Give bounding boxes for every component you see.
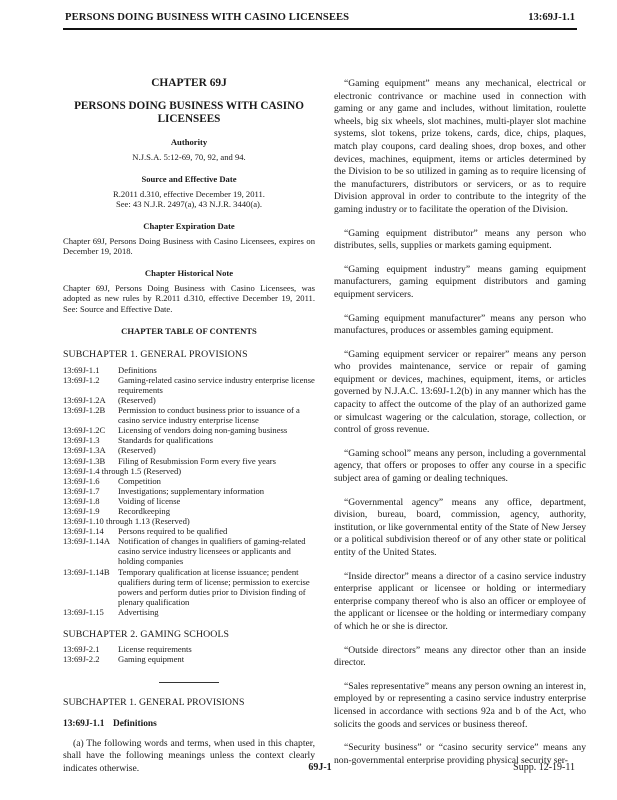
left-column bbox=[63, 78, 315, 775]
toc-entry bbox=[63, 506, 315, 516]
toc-entry-number: 13:69J-1.3B bbox=[63, 455, 106, 466]
toc-entry-number: 13:69J-1.3 bbox=[63, 435, 100, 446]
definition-paragraph: “Gaming equipment distributor” means any person who distributes, sells, supplies or markets gaming equipment. bbox=[334, 227, 586, 252]
toc-list bbox=[63, 644, 315, 664]
definition-paragraph: “Gaming equipment manufacturer” means any person who manufactures, produces or assembles gaming equipment. bbox=[334, 312, 586, 337]
page-number: 69J-1 bbox=[308, 762, 332, 773]
toc-entry-title: Standards for qualifications bbox=[118, 435, 213, 446]
section-title: Definitions bbox=[113, 718, 157, 729]
toc-entry bbox=[63, 365, 315, 375]
definition-paragraph: “Security business” or “casino security service” means any non-governmental enterprise providing physical security ser- bbox=[334, 742, 586, 766]
toc-entry bbox=[63, 375, 315, 395]
chapter-label: CHAPTER 69J bbox=[151, 77, 227, 89]
toc-entry-title: Filing of Resubmission Form every five years bbox=[118, 455, 277, 466]
toc-entry-title: Recordkeeping bbox=[118, 505, 171, 516]
toc-entry bbox=[63, 607, 315, 617]
definition-paragraph: “Gaming equipment industry” means gaming equipment manufacturers, gaming equipment distributors and gaming equipment servicers. bbox=[334, 263, 586, 300]
chapter-name: PERSONS DOING BUSINESS WITH CASINO LICENSEES bbox=[74, 100, 304, 126]
toc-entry-title: (Reserved) bbox=[118, 445, 156, 456]
toc-subchapter-1: SUBCHAPTER 1. GENERAL PROVISIONS bbox=[63, 349, 248, 361]
toc-entry-number: 13:69J-1.14 bbox=[63, 526, 104, 537]
toc-entry-title: Temporary qualification at license issuance; pendent qualifiers during term of license; permission to exercise powers and perform duties prior to Division finding of plenary qualification bbox=[118, 566, 310, 607]
toc-entry-title: Competition bbox=[118, 475, 161, 486]
toc-entry-number: 13:69J-1.14B bbox=[63, 566, 110, 577]
authority-heading: Authority bbox=[170, 137, 208, 148]
toc-entry-number: 13:69J-1.6 bbox=[63, 475, 100, 486]
toc-entry bbox=[63, 445, 315, 455]
expiration-heading: Chapter Expiration Date bbox=[143, 220, 235, 231]
toc-list bbox=[63, 365, 315, 617]
toc-entry-number: 13:69J-1.7 bbox=[63, 485, 100, 496]
toc-subchapter-2: SUBCHAPTER 2. GAMING SCHOOLS bbox=[63, 629, 230, 641]
toc-entry bbox=[63, 536, 315, 566]
toc-entry-number: 13:69J-1.14A bbox=[63, 536, 111, 547]
header-title: PERSONS DOING BUSINESS WITH CASINO LICENSEES bbox=[65, 12, 350, 23]
source-line-1: R.2011 d.310, effective December 19, 2011. bbox=[113, 189, 265, 200]
toc-entry-title: (Reserved) bbox=[118, 394, 156, 405]
toc-entry-title: Permission to conduct business prior to issuance of a casino service industry enterprise license bbox=[118, 405, 300, 426]
toc-entry bbox=[63, 405, 315, 425]
toc-entry bbox=[63, 526, 315, 536]
source-heading: Source and Effective Date bbox=[141, 173, 237, 184]
subchapter-heading: SUBCHAPTER 1. GENERAL PROVISIONS bbox=[63, 697, 245, 709]
toc-heading: CHAPTER TABLE OF CONTENTS bbox=[121, 326, 257, 337]
toc-entry-title: Investigations; supplementary information bbox=[118, 485, 265, 496]
historical-text: Chapter 69J, Persons Doing Business with Casino Licensees, was adopted as new rules by R.2011 d.310, effective December 19, 2011. See: Source and Effective Date. bbox=[63, 283, 315, 314]
toc-entry-title: Gaming-related casino service industry enterprise license requirements bbox=[118, 374, 315, 395]
toc-entry bbox=[63, 435, 315, 445]
toc-entry-number: 13:69J-1.2C bbox=[63, 425, 106, 436]
toc-entry bbox=[63, 476, 315, 486]
expiration-text: Chapter 69J, Persons Doing Business with Casino Licensees, expires on December 19, 2018. bbox=[63, 236, 315, 257]
authority-text: N.J.S.A. 5:12-69, 70, 92, and 94. bbox=[132, 152, 246, 163]
toc-entry bbox=[63, 654, 315, 664]
header-citation: 13:69J-1.1 bbox=[528, 12, 575, 23]
toc-entry-number: 13:69J-1.9 bbox=[63, 505, 100, 516]
toc-entry-number: 13:69J-1.15 bbox=[63, 606, 104, 617]
section-heading bbox=[63, 719, 315, 730]
toc-entry-number: 13:69J-1.3A bbox=[63, 445, 106, 456]
toc-entry-number: 13:69J-2.1 bbox=[63, 644, 100, 655]
definition-paragraph: “Gaming school” means any person, including a governmental agency, that offers or proposes to offer any course in a specific subject area of gaming or dealing techniques. bbox=[334, 447, 586, 485]
toc-entry-number: 13:69J-1.2 bbox=[63, 374, 100, 385]
toc-entry bbox=[63, 644, 315, 654]
definition-paragraph: “Governmental agency” means any office, department, division, bureau, board, commission, agency, authority, institution, or like governmental entity of the State of New Jersey or a political subdivision thereof or of any other state or political entity of the United States. bbox=[334, 496, 586, 558]
toc-entry bbox=[63, 425, 315, 435]
definition-paragraph: “Gaming equipment servicer or repairer” means any person who provides maintenance, service or repair of gaming equipment or devices, machines, equipment, items, or articles governed by N.J.A.C. 13:69J-1.2(b) in any manner which has the capacity to affect the outcome of the play of an authorized game or simulcast wagering or the calculation, storage, collection, or control of gross revenue. bbox=[334, 348, 586, 436]
toc-entry-title: Gaming equipment bbox=[118, 654, 185, 665]
toc-range: 13:69J-1.4 through 1.5 (Reserved) bbox=[63, 465, 182, 476]
toc-entry bbox=[63, 456, 315, 466]
definition-paragraph: “Sales representative” means any person owning an interest in, employed by or representing a casino service industry enterprise licensed in accordance with sections 92a and b of the Act, who solicits the goods and services or business thereof. bbox=[334, 680, 586, 730]
section-number: 13:69J-1.1 bbox=[63, 718, 105, 729]
intro-paragraph: (a) The following words and terms, when used in this chapter, shall have the following meanings unless the context clearly indicates otherwise. bbox=[63, 737, 315, 774]
definition-paragraph: “Outside directors” means any director other than an inside director. bbox=[334, 644, 586, 669]
toc-entry-title: Definitions bbox=[118, 364, 157, 375]
toc-entry bbox=[63, 486, 315, 496]
toc-entry-number: 13:69J-1.2A bbox=[63, 394, 106, 405]
toc-entry bbox=[63, 496, 315, 506]
historical-heading: Chapter Historical Note bbox=[144, 267, 234, 278]
toc-entry-number: 13:69J-1.1 bbox=[63, 364, 100, 375]
supplement-date: Supp. 12-19-11 bbox=[513, 762, 575, 773]
toc-range: 13:69J-1.10 through 1.13 (Reserved) bbox=[63, 516, 190, 527]
divider bbox=[159, 682, 219, 683]
toc-entry-number: 13:69J-1.8 bbox=[63, 495, 100, 506]
right-column bbox=[334, 78, 586, 778]
toc-entry-number: 13:69J-1.2B bbox=[63, 405, 106, 416]
running-header bbox=[63, 10, 577, 30]
definition-paragraph: “Inside director” means a director of a casino service industry enterprise applicant or licensee or holding or intermediary enterprise company thereof who is also an officer or employee of the applicant or licensee or the holding or intermediary company of which he or she is director. bbox=[334, 570, 586, 632]
toc-entry bbox=[63, 567, 315, 607]
toc-entry bbox=[63, 395, 315, 405]
toc-entry-title: License requirements bbox=[118, 644, 192, 655]
toc-entry-title: Notification of changes in qualifiers of gaming-related casino service industry licensees or applicants and holding companies bbox=[118, 536, 306, 567]
toc-entry-number: 13:69J-2.2 bbox=[63, 654, 100, 665]
definition-paragraph: “Gaming equipment” means any mechanical, electrical or electronic contrivance or machine used in connection with gaming or any game and includes, without limitation, roulette wheels, big six wheels, slot machines, multi-player slot machine systems, slot tokens, prize tokens, cards, dice, chips, plaques, match play coupons, card dealing shoes, drop boxes, and other devices, machines, equipment, items or articles determined by the Division to be so utilized in gaming as to require licensing of the manufacturers, distributors or servicers, or as to require Division approval in order to contribute to the integrity of the gaming industry or to facilitate the operation of the Division. bbox=[334, 78, 586, 215]
toc-entry-title: Persons required to be qualified bbox=[118, 526, 228, 537]
source-line-2: See: 43 N.J.R. 2497(a), 43 N.J.R. 3440(a). bbox=[115, 199, 263, 210]
toc-entry-title: Licensing of vendors doing non-gaming business bbox=[118, 425, 288, 436]
toc-entry-title: Voiding of license bbox=[118, 495, 181, 506]
toc-entry-title: Advertising bbox=[118, 606, 159, 617]
